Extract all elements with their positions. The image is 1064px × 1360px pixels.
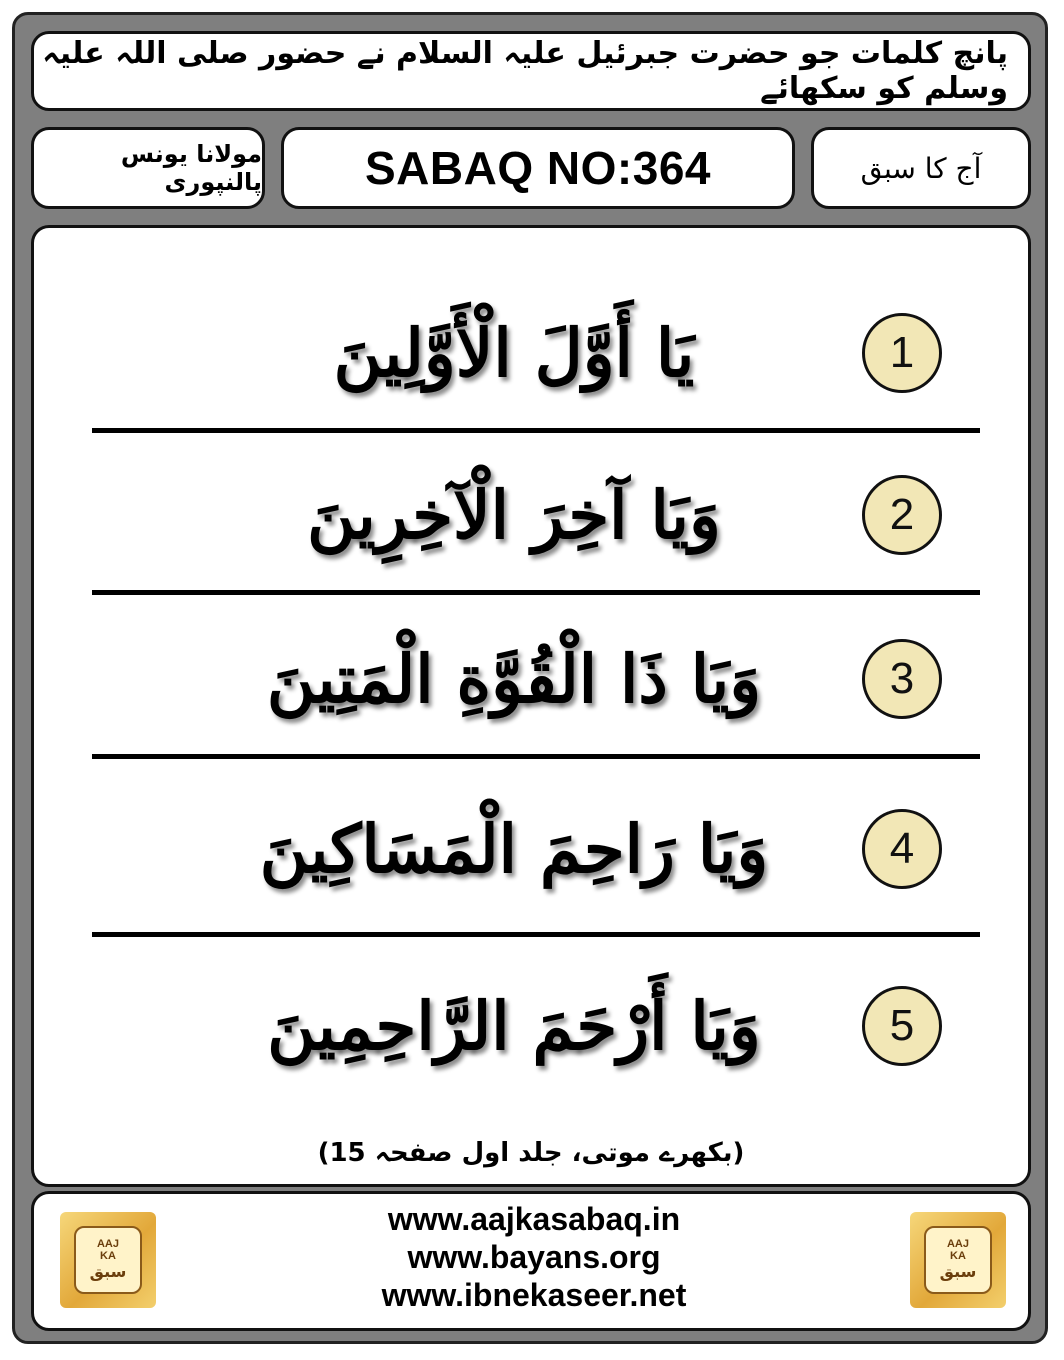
kalima-text: يَا أَوَّلَ الْأَوَّلِينَ <box>333 314 695 392</box>
kalima-text: وَيَا أَرْحَمَ الرَّاحِمِينَ <box>267 987 761 1065</box>
title-banner <box>31 31 1031 111</box>
sabaq-label: SABAQ NO: <box>365 142 633 194</box>
logo-text: سبق <box>89 1262 127 1281</box>
author-box <box>31 127 265 209</box>
page-title: پانچ کلمات جو حضرت جبرئیل علیہ السلام نے حضور صلی اللہ علیہ وسلم کو سکھائے <box>42 36 1008 106</box>
item-number-badge: 4 <box>862 809 942 889</box>
source-reference: (بکھرے موتی، جلد اول صفحہ 15) <box>317 1138 745 1168</box>
kalima-text: وَيَا ذَا الْقُوَّةِ الْمَتِينَ <box>266 640 762 718</box>
list-item <box>34 450 1031 580</box>
divider <box>92 932 980 937</box>
kalima-text: وَيَا رَاحِمَ الْمَسَاكِينَ <box>259 810 769 888</box>
footer <box>31 1191 1031 1331</box>
item-number-badge: 2 <box>862 475 942 555</box>
author-name: مولانا یونس پالنپوری <box>120 140 262 196</box>
list-item <box>34 288 1031 418</box>
kalima-text: وَيَا آخِرَ الْآخِرِينَ <box>307 476 721 554</box>
divider <box>92 428 980 433</box>
link-aajkasabaq[interactable]: www.aajkasabaq.in <box>387 1201 681 1237</box>
link-bayans[interactable]: www.bayans.org <box>407 1239 661 1275</box>
item-number-badge: 5 <box>862 986 942 1066</box>
logo-text: AAJ <box>96 1238 119 1250</box>
aajkasabaq-logo <box>910 1212 1006 1308</box>
link-ibnekaseer[interactable]: www.ibnekaseer.net <box>381 1277 687 1313</box>
divider <box>92 754 980 759</box>
website-links <box>284 1200 784 1314</box>
logo-text: سبق <box>939 1262 977 1281</box>
list-item <box>34 784 1031 914</box>
today-lesson-box <box>811 127 1031 209</box>
kalimat-list <box>31 225 1031 1187</box>
list-item <box>34 614 1031 744</box>
aajkasabaq-logo <box>60 1212 156 1308</box>
sabaq-number: 364 <box>632 142 711 194</box>
logo-text: KA <box>100 1250 116 1262</box>
page-frame <box>12 12 1048 1344</box>
logo-text: AAJ <box>946 1238 969 1250</box>
logo-text: KA <box>950 1250 966 1262</box>
item-number-badge: 1 <box>862 313 942 393</box>
list-item <box>34 956 1031 1096</box>
divider <box>92 590 980 595</box>
today-lesson-label: آج کا سبق <box>860 151 982 185</box>
sabaq-number-box <box>281 127 795 209</box>
item-number-badge: 3 <box>862 639 942 719</box>
